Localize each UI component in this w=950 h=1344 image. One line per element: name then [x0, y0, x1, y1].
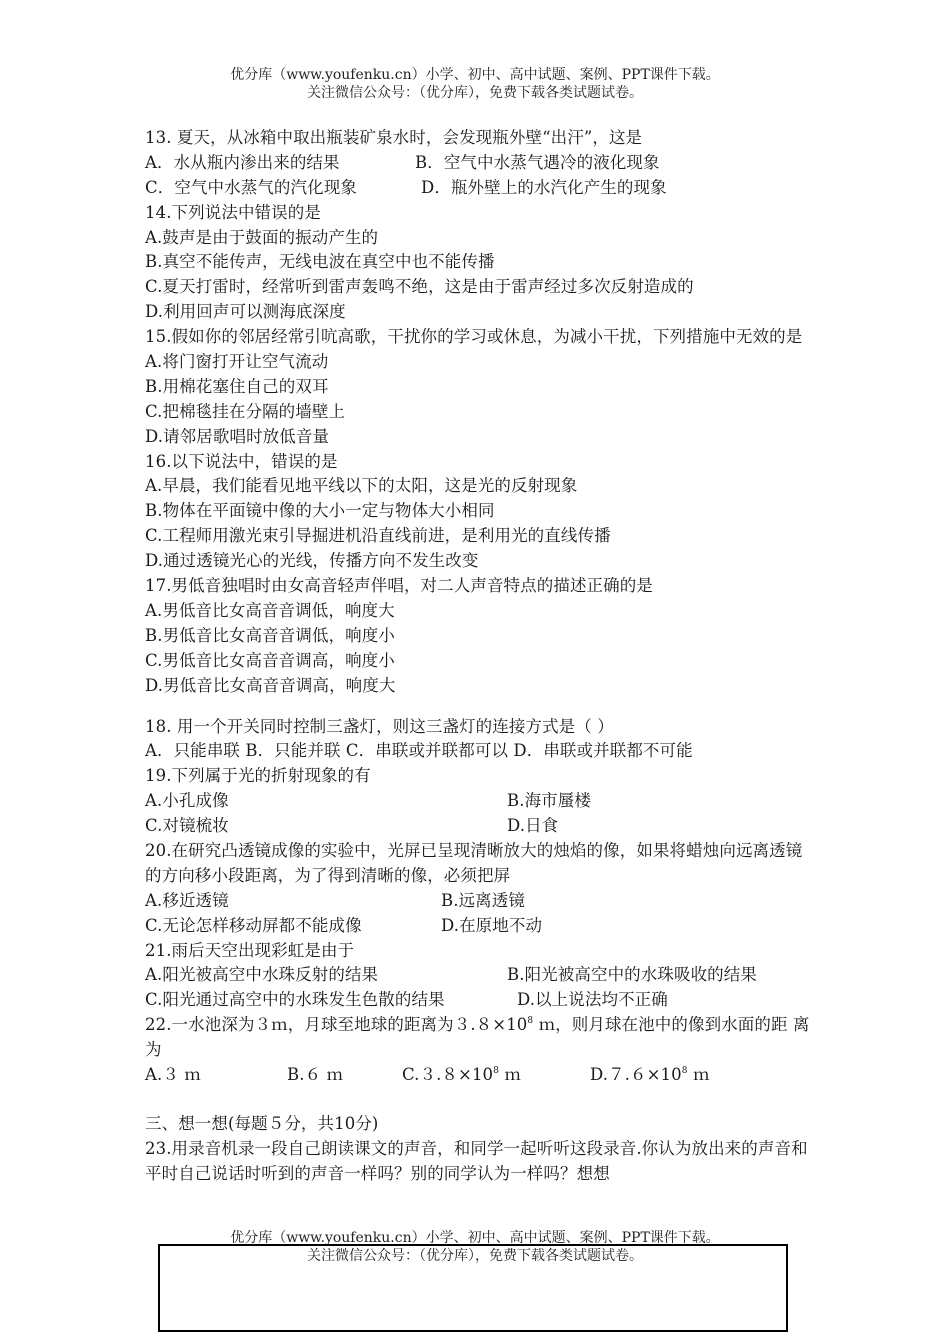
- q16-option-d: D.通过透镜光心的光线，传播方向不发生改变: [145, 551, 479, 571]
- spacer: [145, 1088, 810, 1112]
- q21-option-d: D.以上说法均不正确: [517, 990, 668, 1010]
- q19-option-c: C.对镜梳妆: [145, 816, 229, 836]
- q14-option-b: B.真空不能传声，无线电波在真空中也不能传播: [145, 252, 495, 272]
- q19-options-cd: [145, 814, 810, 839]
- q22-option-d: [590, 1065, 710, 1084]
- header-line-1: 优分库（www.youfenku.cn）小学、初中、高中试题、案例、PPT课件下载。: [230, 67, 720, 83]
- q14-option-d: D.利用回声可以测海底深度: [145, 302, 346, 322]
- q17-option-b: B.男低音比女高音音调低，响度小: [145, 625, 395, 645]
- q19-stem: 19.下列属于光的折射现象的有: [145, 766, 371, 786]
- answer-box: [158, 1244, 788, 1332]
- q21-options-cd: [145, 988, 810, 1013]
- q18-options: A．只能串联 B．只能并联 C．串联或并联都可以 D．串联或并联都不可能: [145, 741, 693, 761]
- q20-option-b: B.远离透镜: [441, 890, 525, 910]
- q22-option-d-unit: ｍ: [687, 1065, 710, 1085]
- q17-stem: 17.男低音独唱时由女高音轻声伴唱，对二人声音特点的描述正确的是: [145, 576, 653, 596]
- q20-options-cd: [145, 914, 810, 939]
- q16-option-c: C.工程师用激光束引导掘进机沿直线前进，是利用光的直线传播: [145, 526, 611, 546]
- q14-option-a: A.鼓声是由于鼓面的振动产生的: [145, 227, 379, 247]
- q17-option-c: C.男低音比女高音音调高，响度小: [145, 650, 395, 670]
- q17-option-a: A.男低音比女高音音调低，响度大: [145, 600, 395, 620]
- q22-option-c-exponent: 8: [493, 1066, 499, 1077]
- q19-options-ab: [145, 789, 810, 814]
- q20-option-a: A.移近透镜: [145, 890, 229, 910]
- q21-stem: 21.雨后天空出现彩虹是由于: [145, 940, 355, 960]
- q22-stem-after: ｍ，则月球在池中的像到水面的距 离为: [145, 1015, 810, 1060]
- q22-option-d-exponent: 8: [681, 1066, 688, 1077]
- q13-options-ab: [145, 151, 810, 176]
- q22-option-a: A.３ ｍ: [145, 1065, 201, 1085]
- q13-option-b: B．空气中水蒸气遇冷的液化现象: [415, 152, 660, 172]
- footer-header-line-2: 关注微信公众号：（优分库），免费下载各类试题试卷。: [307, 1248, 643, 1264]
- q13-option-c: C．空气中水蒸气的汽化现象: [145, 177, 357, 197]
- q14-stem: 14.下列说法中错误的是: [145, 202, 321, 222]
- q15-option-d: D.请邻居歌唱时放低音量: [145, 426, 330, 446]
- q21-option-c: C.阳光通过高空中的水珠发生色散的结果: [145, 990, 445, 1010]
- q20-option-d: D.在原地不动: [441, 915, 543, 935]
- q22-stem-exponent: 8: [527, 1016, 534, 1027]
- q21-option-a: A.阳光被高空中水珠反射的结果: [145, 965, 379, 985]
- q22-stem: [145, 1013, 810, 1063]
- q14-option-c: C.夏天打雷时，经常听到雷声轰鸣不绝，这是由于雷声经过多次反射造成的: [145, 277, 694, 297]
- header-line-2: 关注微信公众号：（优分库），免费下载各类试题试卷。: [307, 85, 643, 101]
- q19-option-b: B.海市蜃楼: [507, 791, 591, 811]
- q20-stem: 20.在研究凸透镜成像的实验中，光屏已呈现清晰放大的烛焰的像，如果将蜡烛向远离透镜的方向移小段距离，为了得到清晰的像，必须把屏: [145, 840, 803, 885]
- q16-stem: 16.以下说法中，错误的是: [145, 451, 338, 471]
- q21-option-b: B.阳光被高空中的水珠吸收的结果: [507, 965, 757, 985]
- q18-stem: 18. 用一个开关同时控制三盏灯，则这三盏灯的连接方式是（ ）: [145, 716, 614, 736]
- q17-option-d: D.男低音比女高音音调高，响度大: [145, 675, 396, 695]
- q15-option-c: C.把棉毯挂在分隔的墙壁上: [145, 401, 346, 421]
- q22-option-c-unit: ｍ: [498, 1065, 521, 1085]
- q19-option-a: A.小孔成像: [145, 791, 229, 811]
- q16-option-b: B.物体在平面镜中像的大小一定与物体大小相同: [145, 501, 495, 521]
- page-header: [0, 66, 950, 102]
- q15-option-b: B.用棉花塞住自己的双耳: [145, 376, 329, 396]
- q23-stem: 23.用录音机录一段自己朗读课文的声音，和同学一起听听这段录音.你认为放出来的声音和平时自己说话时听到的声音一样吗？别的同学认为一样吗？想想: [145, 1138, 808, 1183]
- q15-option-a: A.将门窗打开让空气流动: [145, 352, 329, 372]
- exam-content: [145, 126, 810, 1187]
- q15-stem: 15.假如你的邻居经常引吭高歌，干扰你的学习或休息，为减小干扰，下列措施中无效的是: [145, 327, 803, 347]
- footer-header-line-1: 优分库（www.youfenku.cn）小学、初中、高中试题、案例、PPT课件下载。: [230, 1230, 720, 1246]
- q22-option-c-base: C.３.８×10: [402, 1065, 494, 1085]
- q22-option-d-base: D.７.６×10: [590, 1065, 682, 1085]
- section-3-title: 三、想一想(每题５分，共10分): [145, 1113, 379, 1133]
- q13-option-d: D．瓶外壁上的水汽化产生的现象: [421, 177, 667, 197]
- q16-option-a: A.早晨，我们能看见地平线以下的太阳，这是光的反射现象: [145, 476, 578, 496]
- q13-options-cd: [145, 176, 810, 201]
- q20-options-ab: [145, 889, 810, 914]
- q21-options-ab: [145, 963, 810, 988]
- q22-options: [145, 1063, 810, 1088]
- q22-stem-before: 22.一水池深为３ｍ，月球至地球的距离为３.８×10: [145, 1015, 528, 1035]
- q22-option-c: [402, 1063, 590, 1088]
- q13-stem: 13. 夏天，从冰箱中取出瓶装矿泉水时，会发现瓶外壁“出汗”，这是: [145, 128, 643, 147]
- q13-option-a: A．水从瓶内渗出来的结果: [145, 152, 340, 172]
- q22-option-b: B.６ ｍ: [287, 1065, 344, 1085]
- q20-option-c: C.无论怎样移动屏都不能成像: [145, 915, 362, 935]
- spacer: [145, 699, 810, 715]
- q19-option-d: D.日食: [507, 816, 559, 836]
